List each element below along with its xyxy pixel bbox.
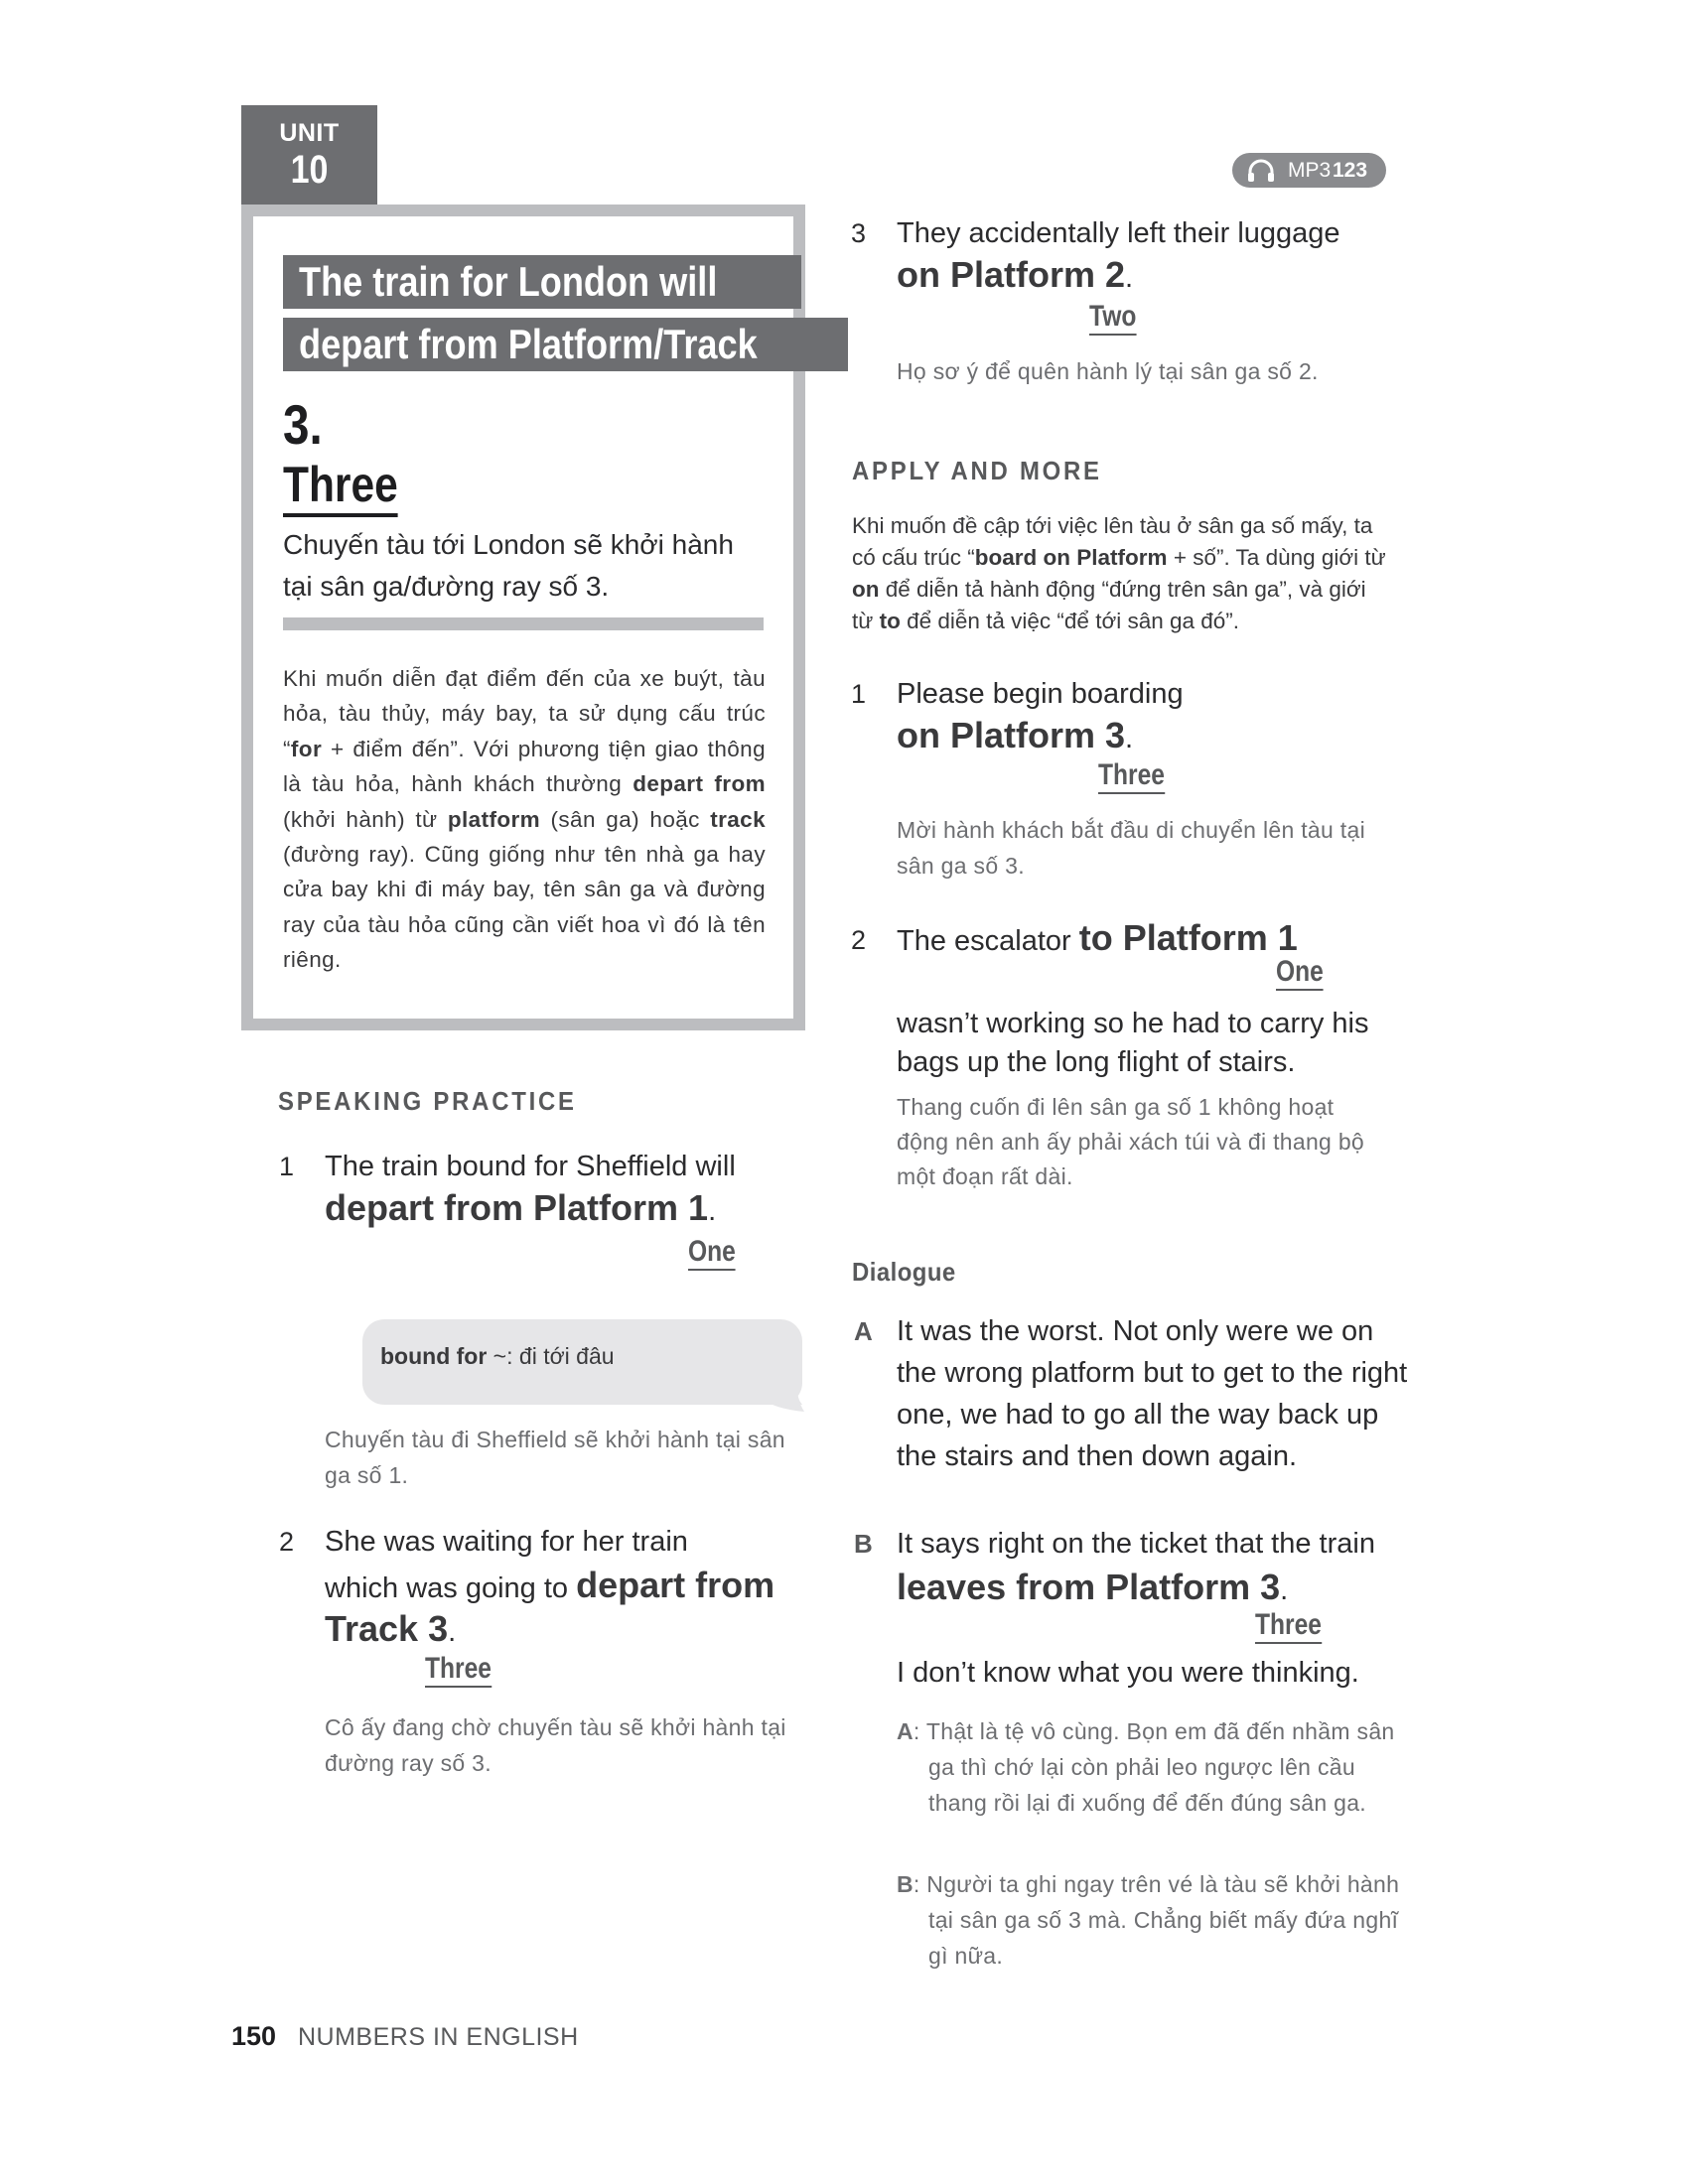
dialogue-heading: Dialogue: [852, 1257, 956, 1287]
item-end: .: [708, 1195, 717, 1227]
key-expression-box: [241, 205, 805, 1030]
item-answer: One: [1276, 955, 1324, 991]
book-title: NUMBERS IN ENGLISH: [298, 2023, 579, 2051]
unit-number: 10: [290, 148, 329, 192]
translation-text: : Thật là tệ vô cùng. Bọn em đã đến nhầm sân ga thì chớ lại còn phải leo ngược lên cầu thang rồi lại đi xuống để đến đúng sân ga.: [913, 1718, 1395, 1816]
vocab-note-text: bound for ~: đi tới đâu: [380, 1343, 615, 1369]
item-continuation: wasn’t working so he had to carry his bags up the long flight of stairs.: [897, 1008, 1369, 1078]
dialogue-line: It says right on the ticket that the train: [897, 1528, 1375, 1560]
page-number: 150: [231, 2021, 277, 2051]
key-number: 3.: [283, 393, 323, 456]
item-answer: Three: [1098, 758, 1165, 794]
item-sentence: They accidentally left their luggage: [897, 217, 1340, 249]
unit-label: UNIT: [279, 119, 340, 147]
dialogue-translation: [897, 1713, 1405, 1821]
item-emphasis: on Platform 2: [897, 254, 1126, 295]
translation-speaker: B: [897, 1871, 914, 1897]
dialogue-line: It was the worst. Not only were we on the wrong platform but to get to the right one, we had to go all the way back up the stairs and then down again.: [897, 1315, 1408, 1472]
translation-speaker: A: [897, 1718, 914, 1744]
item-translation: Cô ấy đang chờ chuyến tàu sẽ khởi hành tại đường ray số 3.: [325, 1714, 786, 1776]
item-number: 2: [279, 1527, 295, 1557]
item-emphasis: depart from: [576, 1565, 775, 1605]
item-sentence: Please begin boarding: [897, 678, 1184, 710]
dialogue-end: .: [1280, 1574, 1289, 1606]
key-translation: Chuyến tàu tới London sẽ khởi hành tại sân ga/đường ray số 3.: [283, 529, 734, 602]
item-number: 1: [279, 1152, 295, 1181]
item-answer: Two: [1089, 300, 1136, 336]
item-emphasis: depart from Platform 1: [325, 1187, 709, 1228]
item-sentence: The train bound for Sheffield will: [325, 1151, 736, 1182]
vocab-note-bubble: [362, 1319, 802, 1405]
item-emphasis-line: [325, 1187, 716, 1234]
dialogue-emphasis-line: [897, 1567, 1288, 1613]
translation-text: : Người ta ghi ngay trên vé là tàu sẽ khởi hành tại sân ga số 3 mà. Chẳng biết mấy đứa nghĩ gì nữa.: [913, 1871, 1400, 1969]
item-translation: Mời hành khách bắt đầu di chuyển lên tàu tại sân ga số 3.: [897, 817, 1365, 879]
key-title-text-1: The train for London will: [299, 258, 718, 305]
headphones-icon: [1246, 159, 1276, 183]
item-line-2: [325, 1565, 774, 1611]
item-answer-wrap: [688, 1235, 746, 1271]
item-end: .: [1125, 262, 1134, 294]
dialogue-answer-wrap: [1255, 1608, 1336, 1644]
item-emphasis: on Platform 3: [897, 715, 1126, 755]
item-end: .: [448, 1616, 457, 1648]
item-answer-wrap: [425, 1652, 506, 1688]
apply-and-more-heading: APPLY AND MORE: [852, 456, 1102, 485]
dialogue-emphasis: leaves from Platform 3: [897, 1567, 1281, 1607]
dialogue-line-after: I don’t know what you were thinking.: [897, 1657, 1359, 1689]
key-title-text-2: depart from Platform/Track: [299, 321, 758, 367]
item-answer-wrap: [1098, 758, 1180, 794]
item-translation: Thang cuốn đi lên sân ga số 1 không hoạt động nên anh ấy phải xách túi và đi thang bộ một đoạn rất dài.: [897, 1094, 1364, 1189]
dialogue-answer: Three: [1255, 1608, 1322, 1644]
item-emphasis-line: [325, 1608, 456, 1655]
item-end: .: [1125, 723, 1134, 754]
item-answer-wrap: [1089, 300, 1147, 336]
speaker-label: B: [854, 1529, 873, 1559]
item-answer-wrap: [1276, 955, 1334, 991]
key-explanation: Khi muốn diễn đạt điểm đến của xe buýt, tàu hỏa, tàu thủy, máy bay, ta sử dụng cấu trúc “for + điểm đến”. Với phương tiện giao thông là tàu hỏa, hành khách thường depart from (khởi hành) từ platform (sân ga) hoặc track (đường ray). Cũng giống như tên nhà ga hay cửa bay khi đi máy bay, tên sân ga và đường ray của tàu hỏa cũng cần viết hoa vì đó là tên riêng.: [283, 666, 766, 973]
item-translation: Chuyến tàu đi Sheffield sẽ khởi hành tại sân ga số 1.: [325, 1427, 785, 1488]
item-number: 3: [851, 218, 867, 248]
speaker-label: A: [854, 1316, 873, 1346]
separator-bar: [283, 617, 764, 630]
item-sentence: The escalator: [897, 925, 1079, 957]
item-emphasis: to Platform 1: [1078, 917, 1298, 958]
mp3-track-number: 123: [1333, 159, 1368, 182]
item-emphasis-line: [897, 254, 1133, 301]
item-emphasis-line: [897, 917, 1298, 964]
item-answer: Three: [425, 1652, 492, 1688]
key-title-line-2: [283, 318, 848, 371]
dialogue-translation: [897, 1866, 1405, 1974]
item-sentence-2: which was going to: [325, 1572, 577, 1604]
item-emphasis-line: [897, 715, 1133, 761]
key-number-word: Three: [283, 457, 398, 517]
key-title-line-1: [283, 255, 801, 309]
item-number: 1: [851, 679, 867, 709]
item-emphasis-2: Track 3: [325, 1608, 449, 1649]
item-answer: One: [688, 1235, 736, 1271]
unit-tab: [241, 105, 377, 205]
item-translation: Họ sơ ý để quên hành lý tại sân ga số 2.: [897, 358, 1319, 384]
speaking-practice-heading: SPEAKING PRACTICE: [278, 1086, 577, 1116]
apply-explanation: Khi muốn đề cập tới việc lên tàu ở sân ga số mấy, ta có cấu trúc “board on Platform + số”. Ta dùng giới từ on để diễn tả hành động “đứng trên sân ga”, và giới từ to để diễn tả việc “để tới sân ga đó”.: [852, 513, 1386, 633]
item-number: 2: [851, 925, 867, 955]
bubble-tail-icon: [765, 1376, 806, 1414]
item-sentence: She was waiting for her train: [325, 1526, 688, 1558]
mp3-label: MP3: [1288, 159, 1332, 182]
mp3-badge[interactable]: [1232, 153, 1386, 188]
